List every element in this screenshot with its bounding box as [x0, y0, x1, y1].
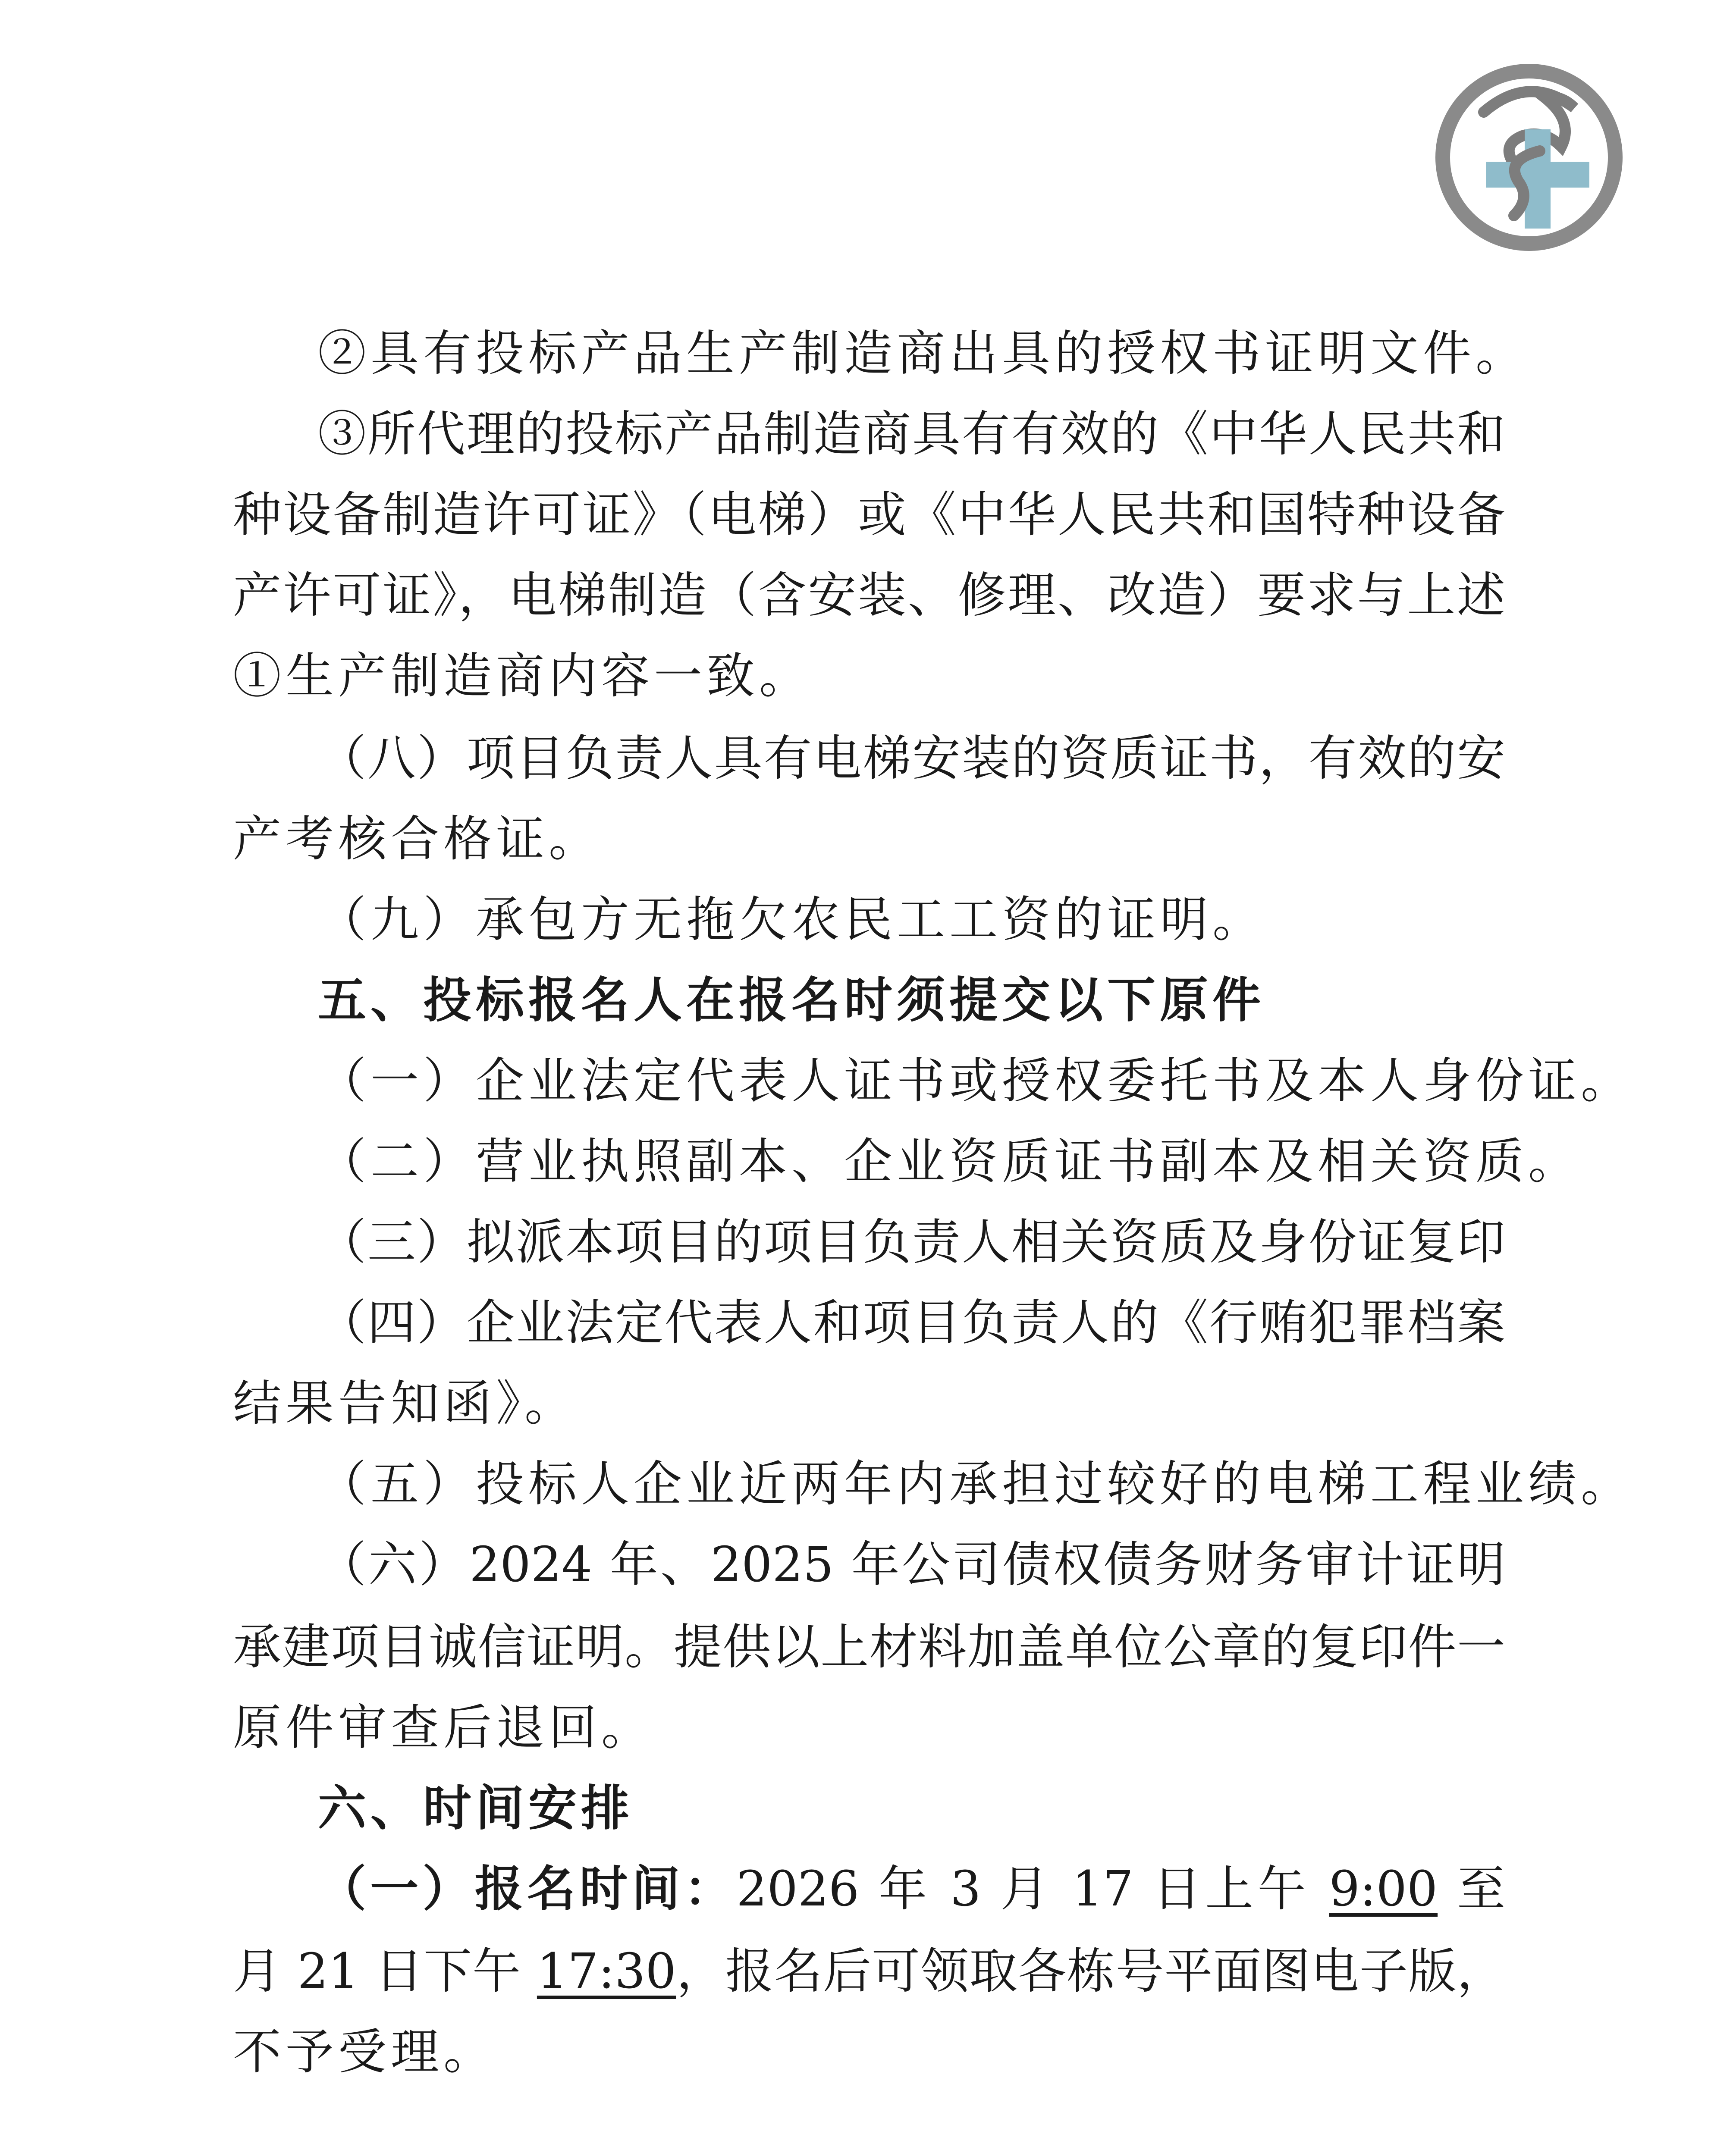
text-line: 原件审查后退回。: [233, 1700, 654, 1756]
text-line: [318, 1857, 1505, 1921]
text-line: （二）营业执照副本、企业资质证书副本及相关资质。: [318, 1134, 1581, 1190]
section-heading: 五、投标报名人在报名时须提交以下原件: [318, 972, 1265, 1028]
text-line: ①生产制造商内容一致。: [233, 648, 812, 704]
text-line: （四）企业法定代表人和项目负责人的《行贿犯罪档案: [318, 1295, 1505, 1351]
text-segment: ，报名后可领取各栋号平面图电子版，: [676, 1943, 1505, 1999]
text-line: 种设备制造许可证》（电梯）或《中华人民共和国特种设备: [233, 487, 1505, 543]
text-line: （九）承包方无拖欠农民工工资的证明。: [318, 892, 1265, 948]
section-heading: 六、时间安排: [318, 1780, 634, 1836]
registration-time-label: （一）报名时间：: [318, 1861, 737, 1917]
text-line: 产考核合格证。: [233, 811, 601, 867]
end-time: 17:30: [537, 1943, 676, 1999]
text-line: （六）2024 年、2025 年公司债权债务财务审计证明: [318, 1537, 1505, 1593]
text-line: （一）企业法定代表人证书或授权委托书及本人身份证。: [318, 1053, 1633, 1109]
text-line: （三）拟派本项目的项目负责人相关资质及身份证复印: [318, 1214, 1505, 1270]
text-line: 不予受理。: [233, 2024, 496, 2080]
text-line: 产许可证》，电梯制造（含安装、修理、改造）要求与上述: [233, 567, 1505, 624]
dragon-logo-icon: [1432, 60, 1626, 254]
start-time: 9:00: [1329, 1861, 1438, 1917]
text-line: [233, 1939, 1505, 2004]
text-line: （八）项目负责人具有电梯安装的资质证书，有效的安: [318, 730, 1505, 787]
text-segment: 月 21 日下午: [233, 1943, 537, 1999]
text-segment: 至: [1457, 1861, 1505, 1917]
text-line: ②具有投标产品生产制造商出具的授权书证明文件。: [318, 326, 1528, 382]
text-line: 结果告知函》。: [233, 1376, 577, 1432]
text-line: 承建项目诚信证明。提供以上材料加盖单位公章的复印件一: [233, 1619, 1505, 1675]
text-segment: 2026 年 3 月 17 日上午: [736, 1861, 1329, 1917]
text-line: ③所代理的投标产品制造商具有有效的《中华人民共和: [318, 406, 1505, 462]
text-line: （五）投标人企业近两年内承担过较好的电梯工程业绩。: [318, 1456, 1633, 1512]
